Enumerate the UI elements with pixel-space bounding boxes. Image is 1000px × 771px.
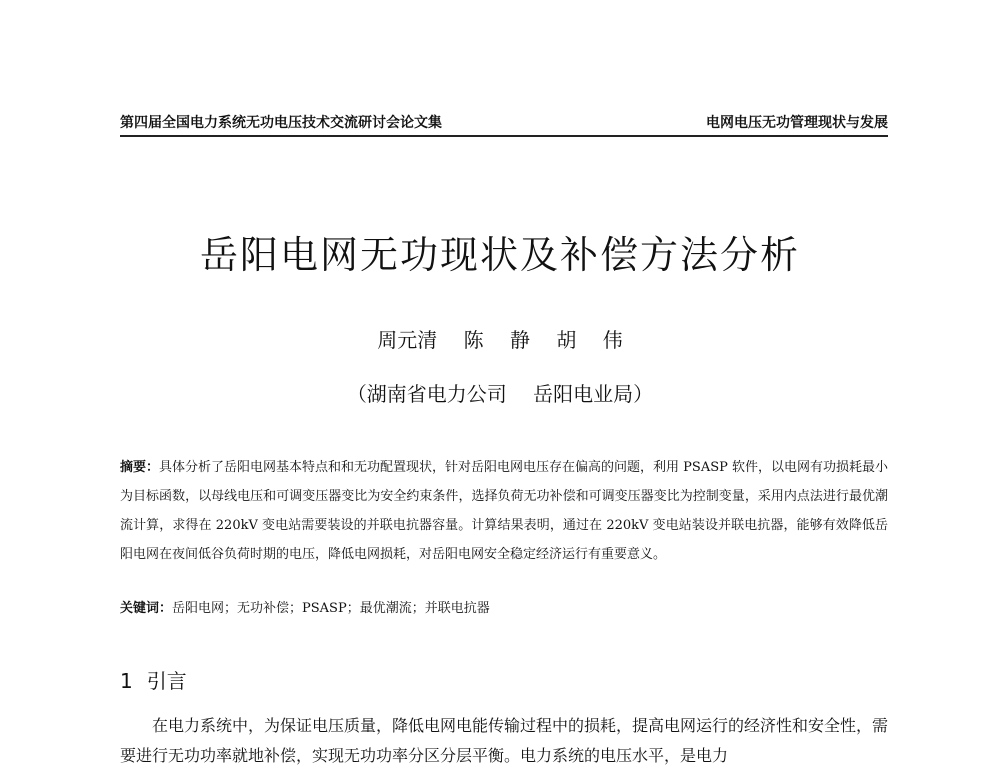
keywords-label: 关键词： [120, 601, 173, 616]
header-section-title: 电网电压无功管理现状与发展 [706, 115, 888, 131]
section-title: 引言 [146, 669, 187, 693]
abstract [120, 453, 888, 569]
paper-title: 岳阳电网无功现状及补偿方法分析 [199, 233, 800, 277]
section-heading [120, 665, 187, 694]
keywords-text: 岳阳电网；无功补偿；PSASP；最优潮流；并联电抗器 [172, 601, 490, 616]
header-proceedings-title: 第四届全国电力系统无功电压技术交流研讨会论文集 [120, 115, 442, 131]
keywords [120, 594, 888, 623]
authors: 周元清 陈 静 胡 伟 [377, 328, 623, 352]
body-paragraph: 在电力系统中，为保证电压质量，降低电网电能传输过程中的损耗，提高电网运行的经济性和安全性，需要进行无功功率就地补偿，实现无功功率分区分层平衡。电力系统的电压水平，是电力 [120, 716, 889, 765]
abstract-text: 具体分析了岳阳电网基本特点和和无功配置现状，针对岳阳电网电压存在偏高的问题，利用 PSASP 软件，以电网有功损耗最小为目标函数，以母线电压和可调变压器变比为安全约束条件，选择负荷无功补偿和可调变压器变比为控制变量，采用内点法进行最优潮流计算，求得在 220kV 变电站需要装设的并联电抗器容量。计算结果表明，通过在 220kV 变电站装设并联电抗器，能够有效降低岳阳电网在夜间低谷负荷时期的电压，降低电网损耗，对岳阳电网安全稳定经济运行有重要意义。 [120, 460, 888, 562]
affiliation: （湖南省电力公司 岳阳电业局） [346, 382, 654, 406]
abstract-label: 摘要： [120, 460, 160, 475]
running-header [120, 113, 888, 137]
section-number: 1 [120, 669, 133, 693]
